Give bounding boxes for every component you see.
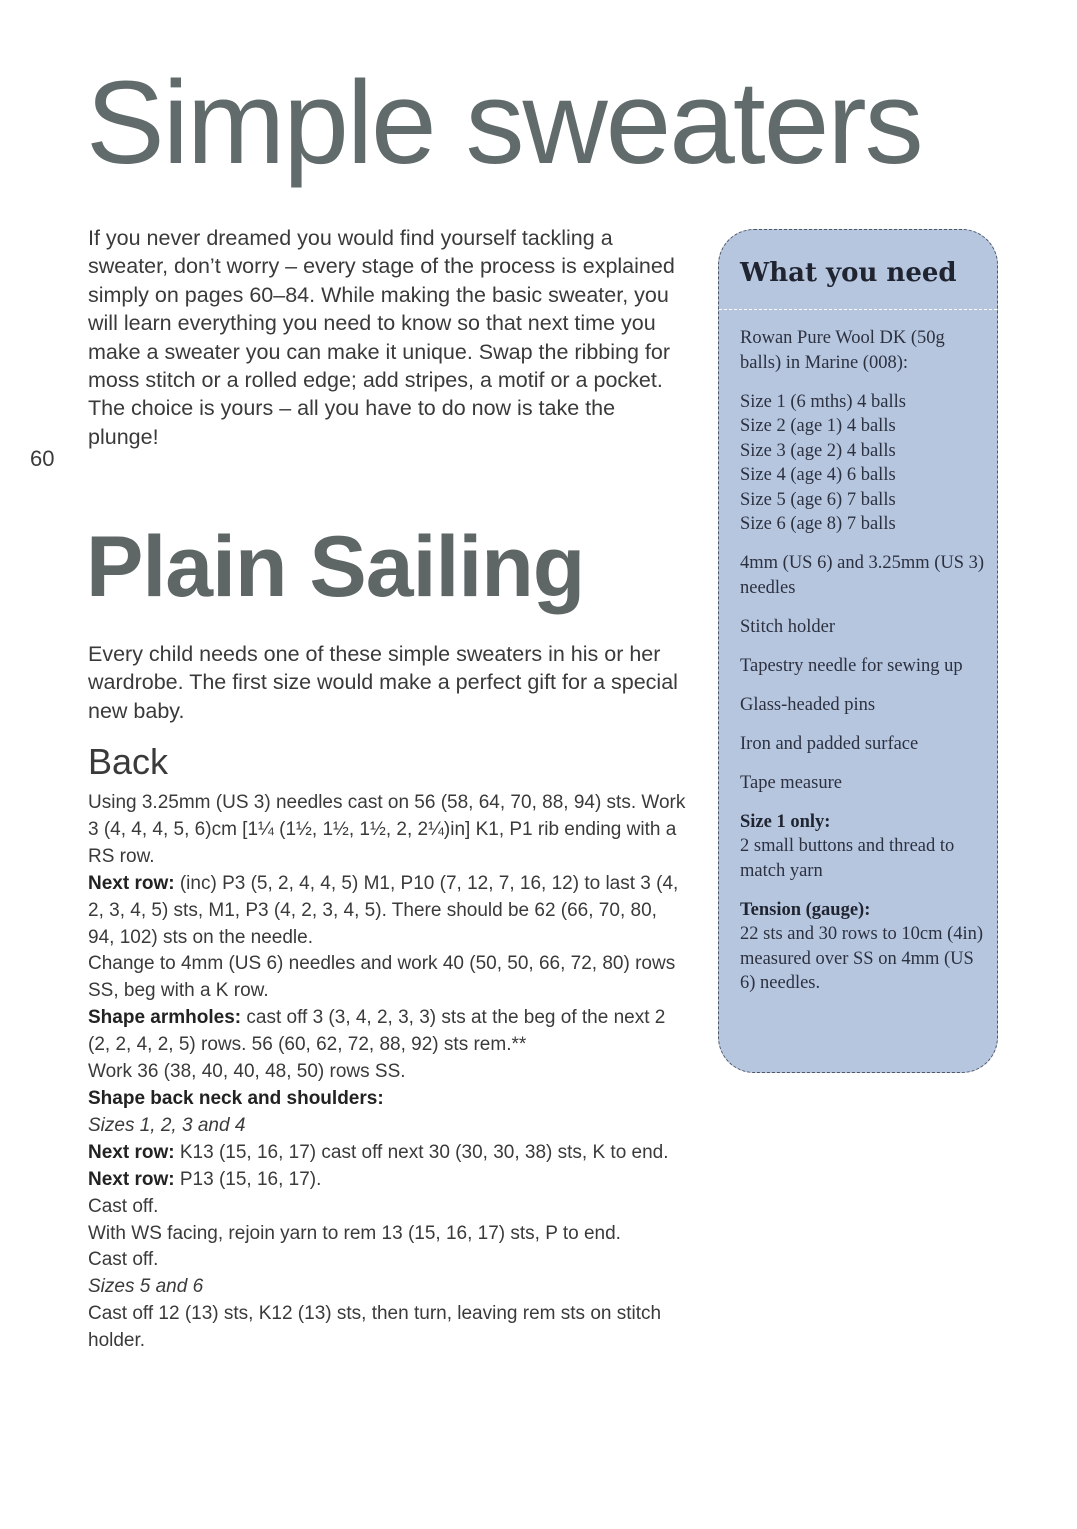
yarn-description: Rowan Pure Wool DK (50g balls) in Marine (008): (740, 328, 945, 373)
instruction-line: Using 3.25mm (US 3) needles cast on 56 (58, 64, 70, 88, 94) sts. Work 3 (4, 4, 4, 5, 6)cm [1¼ (1½, 1½, 1½, 2, 2¼)in] K1, P1 rib ending with a RS row. (88, 792, 686, 867)
size-item: Size 3 (age 2) 4 balls (740, 440, 896, 461)
instruction-subheading: Sizes 1, 2, 3 and 4 (88, 1114, 246, 1136)
chapter-intro: If you never dreamed you would find yourself tackling a sweater, don’t worry – every stage of the process is explained simply on pages 60–84. While making the basic sweater, you will learn everything you need to know so that next time you make a sweater you can make it unique. Swap the ribbing for moss stitch or a rolled edge; add stripes, a motif or a pocket. The choice is yours – all you have to do now is take the plunge! (88, 226, 675, 449)
size-item: Size 2 (age 1) 4 balls (740, 416, 896, 436)
size1-text: 2 small buttons and thread to match yarn (740, 836, 955, 881)
instruction-line: Cast off. (88, 1195, 159, 1217)
panel-body (740, 326, 990, 1010)
size-item: Size 1 (6 mths) 4 balls (740, 391, 906, 412)
instruction-subheading: Sizes 5 and 6 (88, 1276, 204, 1298)
instruction-line: Next row: P13 (15, 16, 17). (88, 1168, 322, 1190)
instruction-line: With WS facing, rejoin yarn to rem 13 (15, 16, 17) sts, P to end. (88, 1222, 621, 1244)
chapter-title: Simple sweaters (86, 57, 922, 189)
size-item: Size 5 (age 6) 7 balls (740, 489, 896, 510)
size1-heading: Size 1 only: (740, 811, 831, 832)
instruction-line: Shape armholes: cast off 3 (3, 4, 2, 3, 3) sts at the beg of the next 2 (2, 2, 4, 2, 5) rows. 56 (60, 62, 72, 88, 92) sts rem.** (88, 1007, 666, 1056)
size-item: Size 4 (age 4) 6 balls (740, 465, 896, 485)
supply-item: Tapestry needle for sewing up (740, 655, 963, 676)
back-instructions (88, 790, 688, 1355)
size-list (740, 390, 990, 537)
pattern-title: Plain Sailing (86, 519, 585, 615)
needles-item: 4mm (US 6) and 3.25mm (US 3) needles (740, 553, 985, 598)
supply-item: Iron and padded surface (740, 733, 919, 754)
supply-item: Tape measure (740, 772, 842, 793)
instruction-line: Shape back neck and shoulders: (88, 1087, 384, 1109)
supply-item: Glass-headed pins (740, 694, 876, 715)
instruction-line: Cast off 12 (13) sts, K12 (13) sts, then turn, leaving rem sts on stitch holder. (88, 1303, 662, 1352)
supply-item: Stitch holder (740, 616, 836, 637)
instruction-line: Next row: (inc) P3 (5, 2, 4, 4, 5) M1, P10 (7, 12, 7, 16, 12) to last 3 (4, 2, 3, 4, 5) sts, M1, P3 (4, 2, 3, 4, 5). There should be 62 (66, 70, 80, 94, 102) sts on the needle. (88, 872, 679, 948)
tension-text: 22 sts and 30 rows to 10cm (4in) measured over SS on 4mm (US 6) needles. (740, 924, 984, 993)
instruction-line: Cast off. (88, 1249, 159, 1271)
panel-heading: What you need (740, 258, 957, 288)
page-number: 60 (30, 446, 55, 471)
size-item: Size 6 (age 8) 7 balls (740, 514, 896, 534)
pattern-intro: Every child needs one of these simple sweaters in his or her wardrobe. The first size would make a perfect gift for a special new baby. (88, 642, 678, 723)
instruction-line: Change to 4mm (US 6) needles and work 40 (50, 50, 66, 72, 80) rows SS, beg with a K row. (88, 953, 676, 1002)
instruction-line: Next row: K13 (15, 16, 17) cast off next 30 (30, 30, 38) sts, K to end. (88, 1141, 669, 1163)
what-you-need-panel (718, 229, 998, 1073)
section-heading-back: Back (88, 741, 169, 782)
instruction-line: Work 36 (38, 40, 40, 48, 50) rows SS. (88, 1061, 406, 1083)
panel-divider (719, 309, 997, 310)
tension-heading: Tension (gauge): (740, 899, 871, 920)
